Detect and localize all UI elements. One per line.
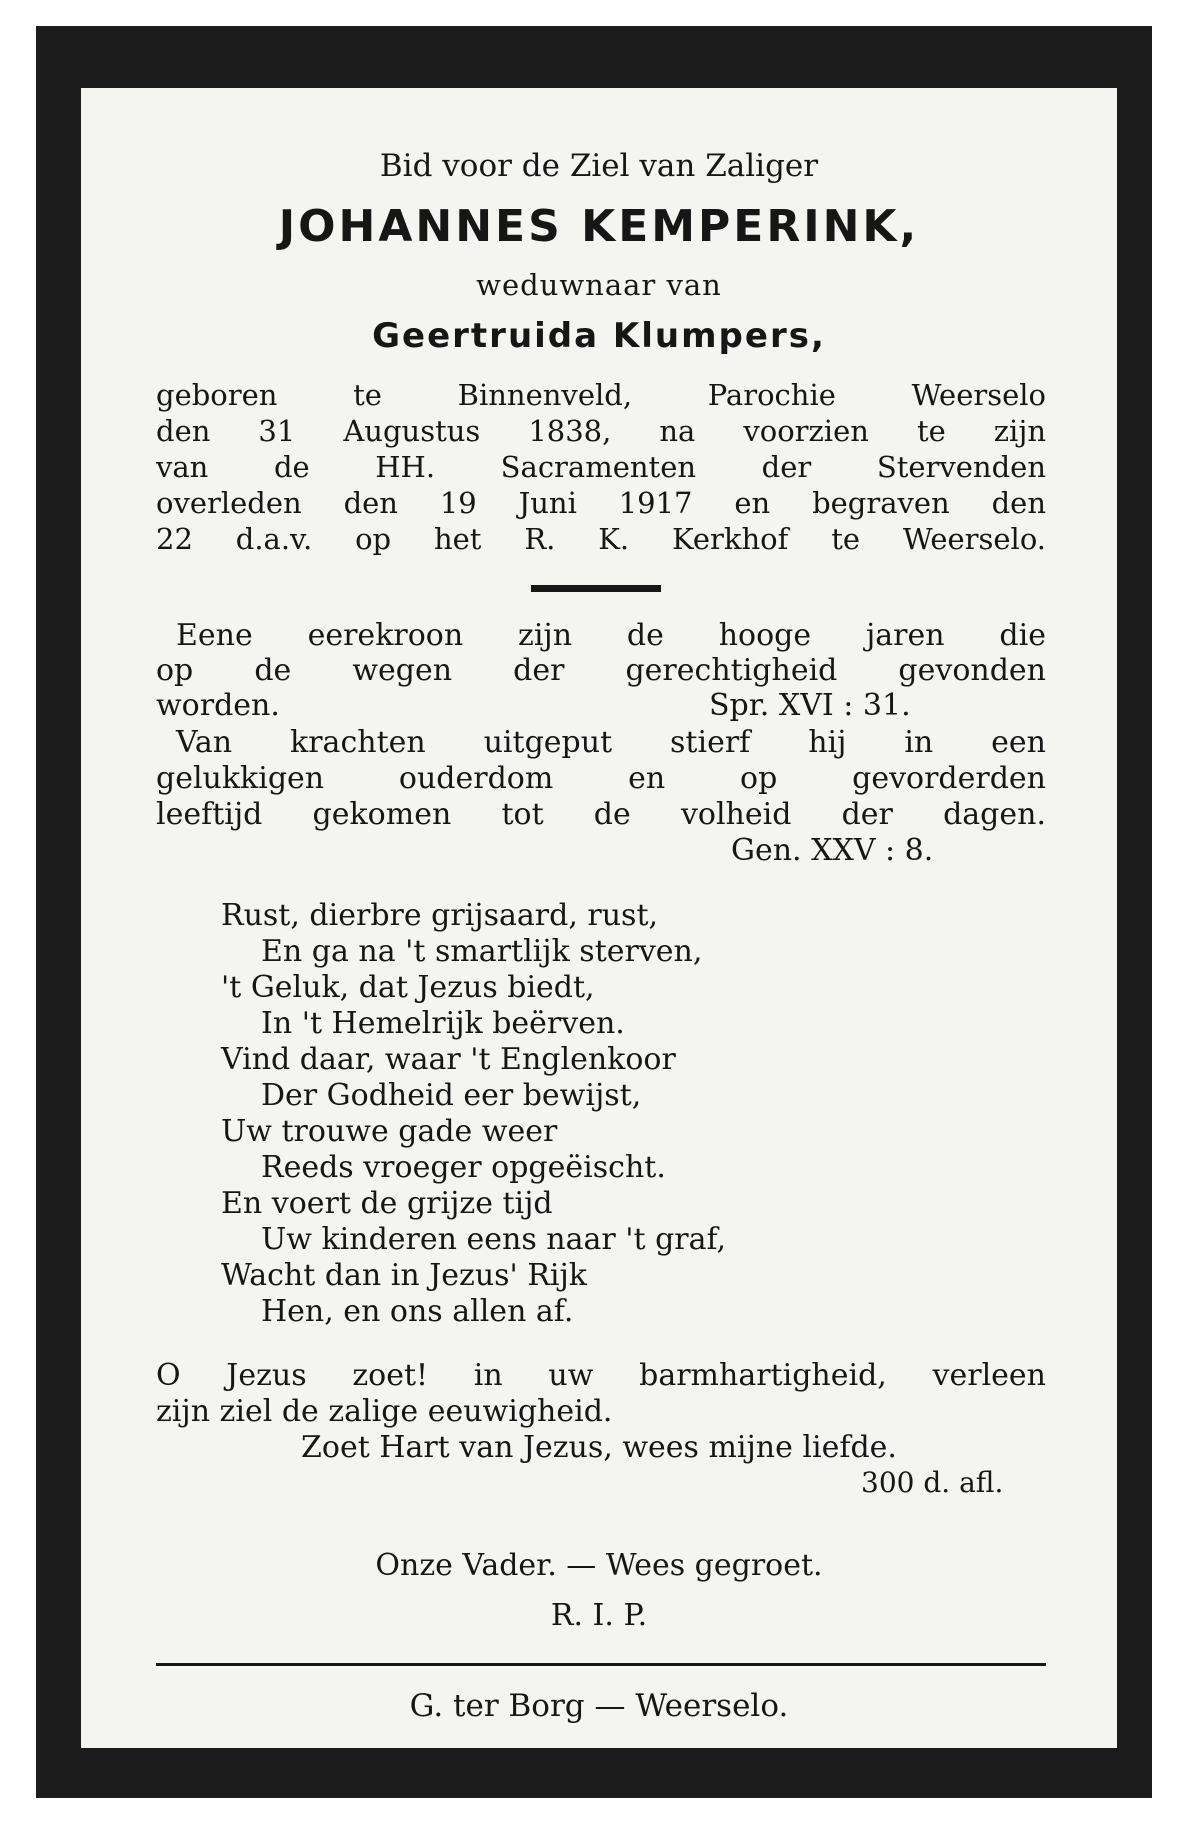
biography-line: overleden den 19 Juni 1917 en begraven den bbox=[156, 486, 1046, 520]
poem-line: 't Geluk, dat Jezus biedt, bbox=[221, 970, 595, 1005]
closing-prayers: Onze Vader. — Wees gegroet. bbox=[375, 1548, 823, 1583]
invocation: Zoet Hart van Jezus, wees mijne liefde. bbox=[301, 1430, 897, 1465]
relation-line: weduwnaar van bbox=[476, 268, 722, 302]
poem-line: En voert de grijze tijd bbox=[221, 1186, 553, 1221]
biography-line: 22 d.a.v. op het R. K. Kerkhof te Weerselo. bbox=[156, 522, 1046, 556]
poem-line: Der Godheid eer bewijst, bbox=[261, 1078, 642, 1113]
indulgence: 300 d. afl. bbox=[861, 1466, 1004, 1499]
opening-line: Bid voor de Ziel van Zaliger bbox=[379, 148, 819, 184]
poem-line: Hen, en ons allen af. bbox=[261, 1294, 574, 1329]
spouse-name: Geertruida Klumpers, bbox=[372, 316, 826, 356]
verse-line: leeftijd gekomen tot de volheid der dagen. bbox=[156, 797, 1046, 832]
poem-line: Uw trouwe gade weer bbox=[221, 1114, 558, 1149]
verse-line: op de wegen der gerechtigheid gevonden bbox=[156, 653, 1046, 688]
prayer-line: zijn ziel de zalige eeuwigheid. bbox=[156, 1394, 613, 1429]
verse-line: Van krachten uitgeput stierf hij in een bbox=[176, 725, 1046, 760]
verse-reference: Gen. XXV : 8. bbox=[731, 833, 934, 868]
prayer-line: O Jezus zoet! in uw barmhartigheid, verleen bbox=[156, 1358, 1046, 1393]
poem-line: Uw kinderen eens naar 't graf, bbox=[261, 1222, 727, 1257]
rip-line: R. I. P. bbox=[550, 1598, 648, 1633]
verse-line: worden. bbox=[156, 688, 280, 723]
biography-line: van de HH. Sacramenten der Stervenden bbox=[156, 450, 1046, 484]
deceased-name: JOHANNES KEMPERINK, bbox=[278, 201, 920, 252]
verse-reference: Spr. XVI : 31. bbox=[709, 688, 911, 723]
poem-line: Rust, dierbre grijsaard, rust, bbox=[221, 898, 659, 933]
poem-line: Reeds vroeger opgeëischt. bbox=[261, 1150, 666, 1185]
biography-line: den 31 Augustus 1838, na voorzien te zijn bbox=[156, 414, 1046, 448]
poem-line: Vind daar, waar 't Englenkoor bbox=[221, 1042, 676, 1077]
poem-line: In 't Hemelrijk beërven. bbox=[261, 1006, 625, 1041]
printer-line: G. ter Borg — Weerselo. bbox=[409, 1688, 789, 1724]
poem-line: Wacht dan in Jezus' Rijk bbox=[221, 1258, 587, 1293]
verse-line: gelukkigen ouderdom en op gevorderden bbox=[156, 761, 1046, 796]
biography-line: geboren te Binnenveld, Parochie Weerselo bbox=[156, 378, 1046, 412]
poem-line: En ga na 't smartlijk sterven, bbox=[261, 934, 703, 969]
verse-line: Eene eerekroon zijn de hooge jaren die bbox=[176, 618, 1046, 653]
